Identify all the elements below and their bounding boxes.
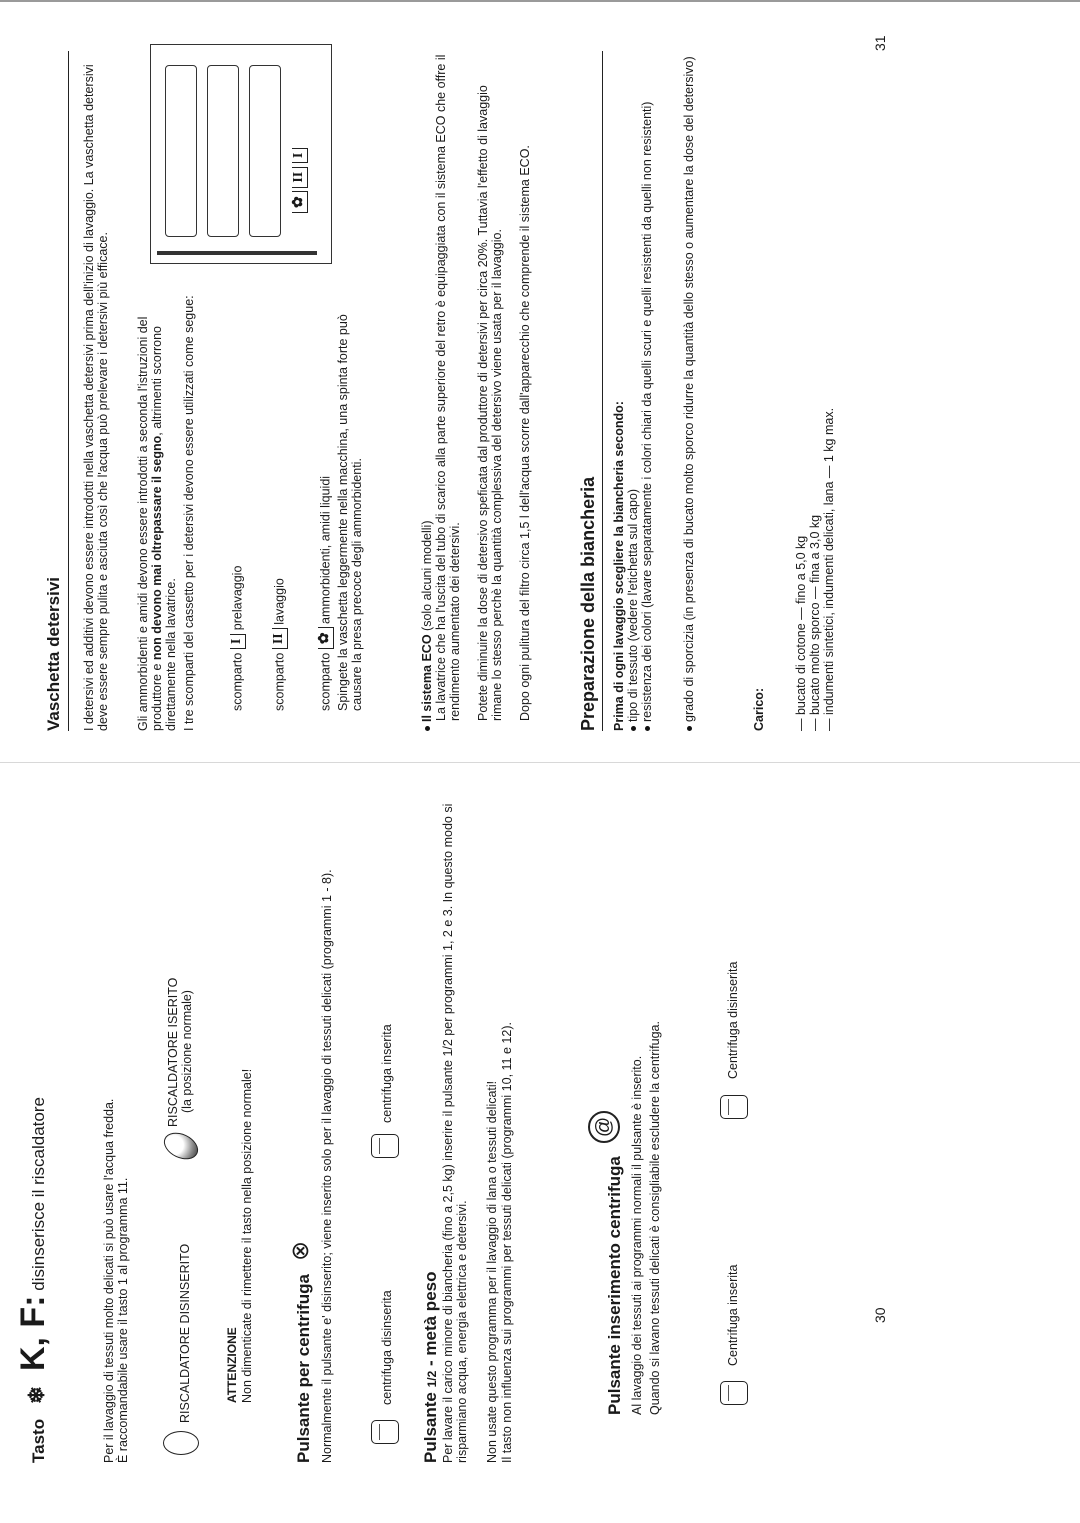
heater-off-label: RISCALDATORE DISINSERITO xyxy=(178,1243,192,1423)
spin-button-title: Pulsante per centrifuga xyxy=(294,1274,313,1463)
eco-p1: La lavatrice che ha l'uscita del tubo di scarico alla parte superiore del retro è equipaggiata con il sistema ECO che offre il rendimento aumentato dei detersivi. xyxy=(434,54,462,721)
load-item: — indumenti sintetici, indumenti delicati, lana — 1 kg max. xyxy=(822,407,836,731)
drawer-marks xyxy=(291,148,308,213)
load-title: Carico: xyxy=(752,687,766,731)
spin-off-label: centrifuga disinserita xyxy=(380,1290,394,1405)
spin-off-button-icon xyxy=(371,1420,399,1444)
attention-title: ATTENZIONE xyxy=(225,1327,239,1403)
eco-title xyxy=(420,41,434,731)
page-31 xyxy=(0,0,1080,761)
bullet xyxy=(687,726,692,731)
title-keys: K, F: xyxy=(14,1295,52,1372)
title-rule xyxy=(68,51,69,731)
spin-select-off-button-icon xyxy=(720,1095,748,1119)
drawer-rail xyxy=(157,251,317,255)
detergent-p2-a: Gli ammorbidenti e amidi devono essere introdotti a seconda l'istruzioni del produttore e xyxy=(136,316,164,731)
drawer-mark-1: I xyxy=(292,148,308,163)
bullet xyxy=(631,726,636,731)
compartment-softener xyxy=(318,476,334,711)
eco-p3: Dopo ogni pulitura del filtro circa 1,5 l dell'acqua scorre dall'apparecchio che comprende il sistema ECO. xyxy=(518,145,532,721)
laundry-prep-bullet-2 xyxy=(640,41,654,731)
load-item: — bucato di cotone — fino a 5,0 kg xyxy=(794,535,808,731)
detergent-p1: I detersivi ed additivi devono essere introdotti nella vaschetta detersivi prima dell'inizio di lavaggio. La vaschetta detersivi deve essere sempre pulita e asciuta così che l'acqua può prelevare i detersivi più efficace. xyxy=(82,64,110,731)
half-load-text-1: Per lavare il carico minore di biancheria (fino a 2,5 kg) inserire il pulsante 1/2 per programmi 1, 2 e 3. In questo modo si risparmiano acqua, energia elettrica e detersivi. xyxy=(441,803,469,1463)
half-load-text-3: Il tasto non influenza sui programmi per tessuti delicati (programmi 10, 11 e 12). xyxy=(500,1022,514,1463)
drawer-slot-3 xyxy=(249,65,281,237)
spin-select-on-button-icon xyxy=(720,1381,748,1405)
page-number-left: 30 xyxy=(872,1307,888,1323)
laundry-prep-bullet-1 xyxy=(626,41,640,731)
heater-on-button-icon xyxy=(160,1128,203,1165)
detergent-p3: I tre scomparti del cassetto per i detersivi devono essere utilizzati come segue: xyxy=(182,295,196,731)
bullet-1-text: tipo di tessuto (vedere l'etichetta sul capo) xyxy=(626,488,640,722)
heater-intro: Per il lavaggio di tessuti molto delicati si può usare l'acqua fredda. xyxy=(102,1098,116,1463)
spin-on-label: centrifuga inserita xyxy=(380,1024,394,1123)
bullet-2-text: resistenza dei colori (lavare separatamente i colori chiari da quelli scuri e quelli resistenti da quelli non resistenti) xyxy=(640,101,654,722)
compartment-label: scomparto xyxy=(318,652,333,711)
drawer-slot-2 xyxy=(207,65,239,237)
page-30 xyxy=(0,761,1080,1523)
spin-select-text-2: Quando si lavano tessuti delicati è consigliabile escludere la centrifuga. xyxy=(648,1021,662,1415)
compartment-2-text: lavaggio xyxy=(272,578,287,625)
detergent-p2-c: , altrimenti scorrono direttamente nella lavatrice. xyxy=(150,325,178,731)
eco-p2: Potete diminuire la dose di detersivo speficata dal produttore di detersivi per circa 20%. Tuttavia l'effetto di lavaggio rimane lo stesso perchè la quantità complessiva del detersivo viene usata per il lavaggio. xyxy=(476,85,504,721)
page-fold xyxy=(0,762,1080,763)
half-load-text-2: Non usate questo programma per il lavaggio di lana o tessuti delicati! xyxy=(485,1080,499,1463)
eco-title-bold: Il sistema ECO xyxy=(420,634,434,722)
spin-select-title: Pulsante inserimento centrifuga xyxy=(605,1156,624,1415)
eco-title-note: (solo alcuni modelli) xyxy=(420,520,434,631)
spin-button-text: Normalmente il pulsante e' disinserito; viene inserito solo per il lavaggio di tessuti delicati (programmi 1 - 8). xyxy=(320,869,334,1463)
drawer-mark-2: II xyxy=(292,167,308,188)
compartment-label: scomparto xyxy=(230,652,245,711)
load-item: — bucato molto sporco — fina a 3,0 kg xyxy=(808,514,822,731)
spin-select-text-1: Al lavaggio dei tessuti ai programmi normali il pulsante è inserito. xyxy=(630,1055,644,1415)
detergent-p2 xyxy=(136,291,178,731)
title-prefix: Tasto xyxy=(29,1418,48,1463)
bullet xyxy=(645,726,650,731)
half-title-rest: - metà peso xyxy=(421,1271,440,1366)
heater-intro-2: È raccomandabile usare il tasto 1 al programma 11. xyxy=(116,1177,130,1463)
half-title-fraction: 1/2 xyxy=(425,1370,439,1388)
title-rest: disinserisce il riscaldatore xyxy=(29,1097,48,1291)
compartment-2-icon: II xyxy=(272,628,288,649)
compartment-1-icon: I xyxy=(230,634,246,649)
bullet xyxy=(425,726,430,731)
detergent-drawer-title: Vaschetta detersivi xyxy=(44,576,63,731)
spin-on-button-icon xyxy=(371,1134,399,1158)
compartment-3-text: ammorbidenti, amidi liquidi xyxy=(318,475,333,624)
drawer-illustration xyxy=(150,44,332,264)
spin-symbol-icon: ⊗ xyxy=(287,1240,314,1261)
bullet-3-text: grado di sporcizia (in presenza di bucato molto sporco ridurre la quantità dello stesso o aumentare la dose del detersivo) xyxy=(682,56,696,722)
compartment-wash xyxy=(272,578,288,711)
heater-off-button-icon xyxy=(163,1431,199,1455)
laundry-prep-bullet-3 xyxy=(682,41,696,731)
compartment-prewash xyxy=(230,566,246,711)
attention-text: Non dimenticate di rimettere il tasto nella posizione normale! xyxy=(240,1068,254,1403)
compartment-label: scomparto xyxy=(272,652,287,711)
spin-select-on-label: Centrifuga inserita xyxy=(726,1264,740,1366)
half-title-word: Pulsante xyxy=(421,1392,440,1463)
half-load-title xyxy=(421,1272,441,1464)
heater-on-note: (la posizione normale) xyxy=(180,990,194,1113)
heater-on-label: RISCALDATORE ISERITO xyxy=(166,977,180,1127)
heater-key-title xyxy=(14,1097,53,1463)
spin-spiral-icon: @ xyxy=(588,1111,620,1143)
drawer-slot-1 xyxy=(165,65,197,237)
title-rule-2 xyxy=(602,51,603,731)
spin-select-off-label: Centrifuga disinserita xyxy=(726,961,740,1079)
page-number-right: 31 xyxy=(872,35,888,51)
detergent-p4: Spingete la vaschetta leggermente nella macchina, una spinta forte può causare la presa precoce degli ammorbidenti. xyxy=(336,314,364,711)
laundry-prep-title: Preparazione della biancheria xyxy=(578,476,598,731)
flower-icon: ✿ xyxy=(292,191,308,213)
detergent-p2-bold: non devono mai oltrepassare il segno xyxy=(150,435,164,661)
snowflake-icon: ❄ xyxy=(24,1385,49,1405)
laundry-prep-lead: Prima di ogni lavaggio scegliere la biancheria secondo: xyxy=(612,401,626,731)
scan-edge xyxy=(0,0,1080,2)
flower-icon: ✿ xyxy=(318,627,334,649)
compartment-1-text: prelavaggio xyxy=(230,565,245,631)
